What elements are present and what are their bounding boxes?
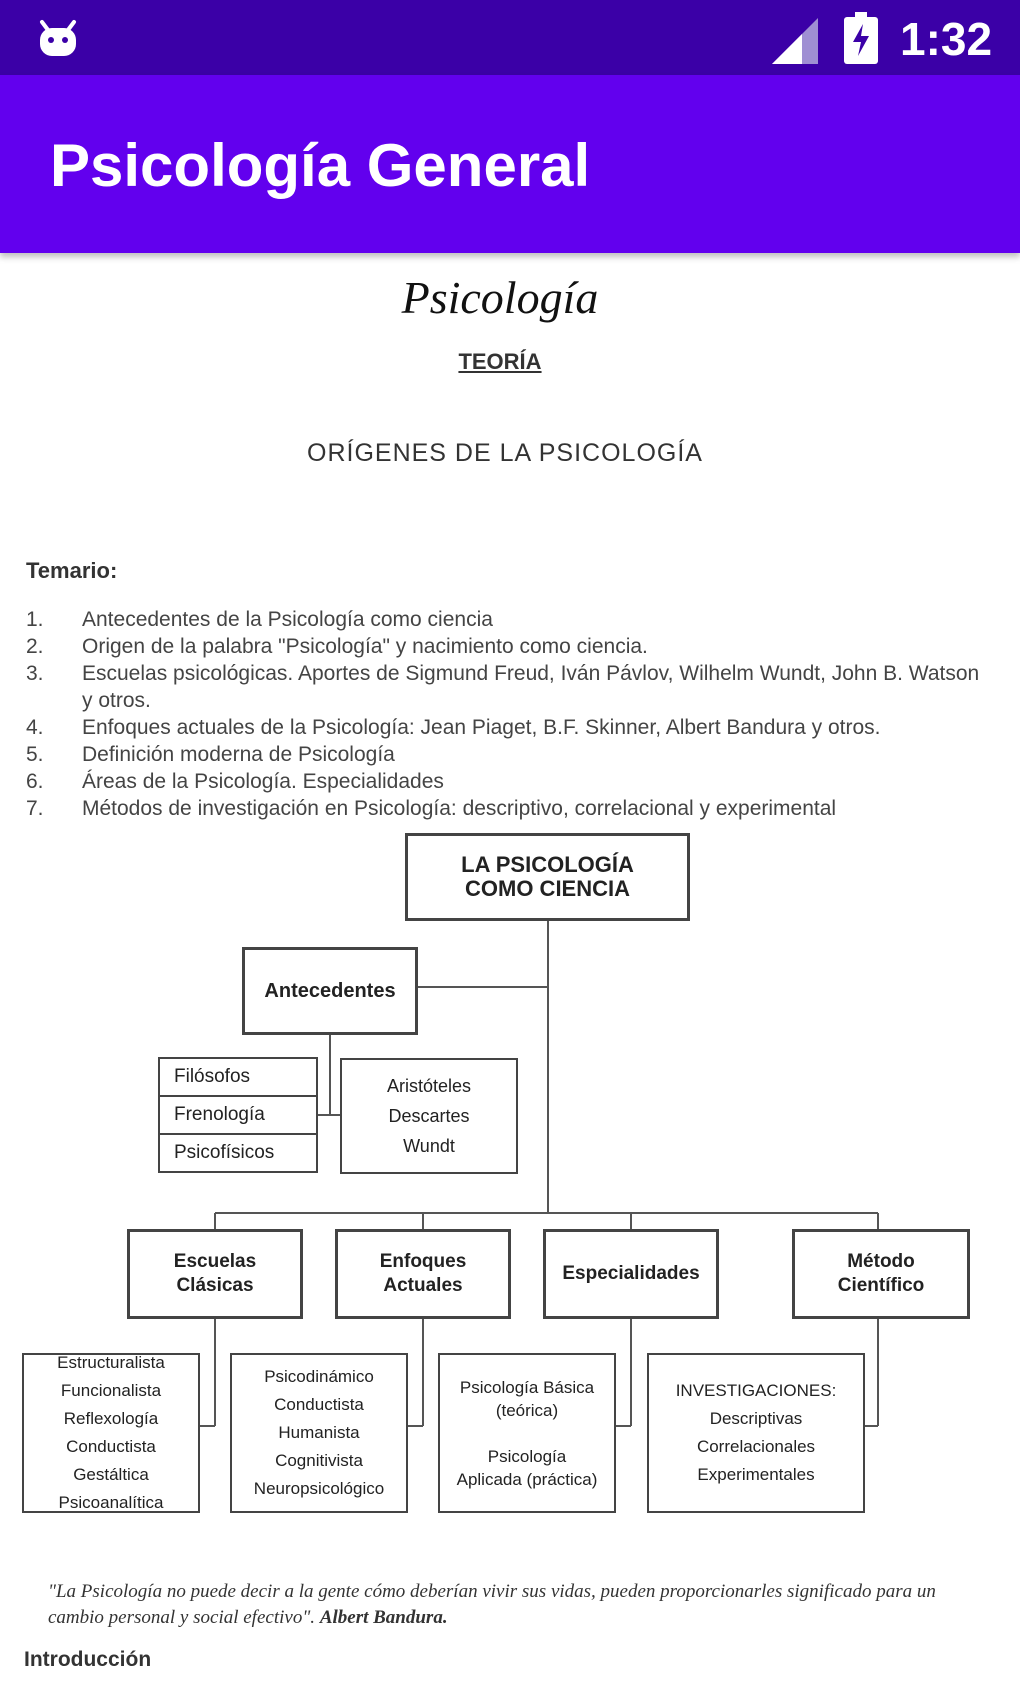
- introduction-heading: Introducción: [24, 1648, 152, 1671]
- list-item-text: Métodos de investigación en Psicología: descriptivo, correlacional y experimental: [82, 797, 837, 820]
- quote-author: Albert Bandura.: [319, 1607, 448, 1628]
- node-root: LA PSICOLOGÍA COMO CIENCIA: [405, 833, 690, 921]
- list-item-text: Escuelas psicológicas. Aportes de Sigmund Freud, Iván Pávlov, Wilhelm Wundt, John B. Watson y otros.: [82, 662, 980, 712]
- list-item: [26, 795, 986, 822]
- node-especialidades: Especialidades: [543, 1229, 719, 1319]
- app-title: Psicología General: [50, 132, 591, 199]
- concept-map: [0, 833, 1020, 1573]
- node-authors: Aristóteles Descartes Wundt: [340, 1058, 518, 1174]
- quote-text: "La Psicología no puede decir a la gente cómo deberían vivir sus vidas, pueden proporcionarles significado para un cambio personal y social efectivo".: [48, 1581, 936, 1628]
- node-metodo-detalle: INVESTIGACIONES: Descriptivas Correlacionales Experimentales: [647, 1353, 865, 1513]
- document-subtitle: TEORÍA: [458, 349, 542, 374]
- temario-label: Temario:: [26, 558, 118, 583]
- list-item-number: 6.: [26, 770, 44, 793]
- node-metodo-cientifico: Método Científico: [792, 1229, 970, 1319]
- node-escuelas-detalle: Estructuralista Funcionalista Reflexología Conductista Gestáltica Psicoanalítica: [22, 1353, 200, 1513]
- bandura-quote: [48, 1579, 968, 1631]
- list-item-text: Origen de la palabra "Psicología" y nacimiento como ciencia.: [82, 635, 648, 658]
- node-enfoques-detalle: Psicodinámico Conductista Humanista Cognitivista Neuropsicológico: [230, 1353, 408, 1513]
- node-filosofos: Filósofos: [158, 1057, 318, 1097]
- status-time: 1:32: [900, 13, 993, 65]
- document-title: Psicología: [401, 272, 599, 323]
- list-item-text: Enfoques actuales de la Psicología: Jean Piaget, B.F. Skinner, Albert Bandura y otros.: [82, 716, 881, 739]
- list-item: [26, 714, 986, 741]
- battery-charging-icon: [844, 12, 878, 64]
- list-item-text: Antecedentes de la Psicología como ciencia: [82, 608, 493, 631]
- node-frenologia: Frenología: [158, 1095, 318, 1135]
- node-especialidades-detalle: Psicología Básica (teórica) Psicología Aplicada (práctica): [438, 1353, 616, 1513]
- node-psicofisicos: Psicofísicos: [158, 1133, 318, 1173]
- list-item-number: 7.: [26, 797, 44, 820]
- signal-icon: [772, 18, 818, 64]
- node-antecedentes: Antecedentes: [242, 947, 418, 1035]
- section-heading: ORÍGENES DE LA PSICOLOGÍA: [307, 439, 703, 467]
- list-item: [26, 768, 986, 795]
- list-item-number: 1.: [26, 608, 44, 631]
- temario-list: [26, 606, 986, 822]
- list-item-text: Áreas de la Psicología. Especialidades: [82, 770, 444, 793]
- list-item-number: 4.: [26, 716, 44, 739]
- list-item-number: 5.: [26, 743, 44, 766]
- list-item: [26, 633, 986, 660]
- list-item-number: 2.: [26, 635, 44, 658]
- node-escuelas-clasicas: Escuelas Clásicas: [127, 1229, 303, 1319]
- list-item: [26, 606, 986, 633]
- document-page[interactable]: [0, 253, 1020, 1706]
- list-item: [26, 660, 986, 714]
- list-item-number: 3.: [26, 662, 44, 685]
- status-bar: [0, 0, 1020, 75]
- list-item: [26, 741, 986, 768]
- app-bar: [0, 75, 1020, 253]
- android-debug-icon: [34, 14, 82, 58]
- node-enfoques-actuales: Enfoques Actuales: [335, 1229, 511, 1319]
- list-item-text: Definición moderna de Psicología: [82, 743, 395, 766]
